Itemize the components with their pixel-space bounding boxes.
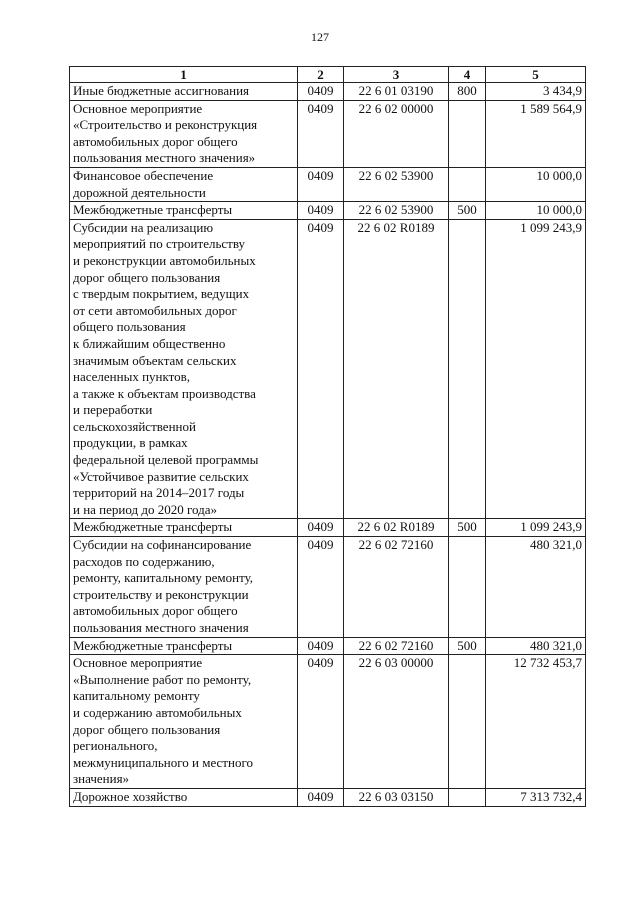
row-name-line: и содержанию автомобильных xyxy=(73,704,242,720)
row-name-line: мероприятий по строительству xyxy=(73,236,246,252)
row-name-line: строительству и реконструкции xyxy=(73,586,249,602)
row-type-cell: 800 xyxy=(449,83,486,101)
row-name-line: общего пользования xyxy=(73,319,186,335)
row-type-cell: 500 xyxy=(449,202,486,220)
row-name-line: Межбюджетные трансферты xyxy=(73,519,233,535)
row-type-cell xyxy=(449,167,486,201)
row-name-line: к ближайшим общественно xyxy=(73,335,226,351)
row-name-line: Основное мероприятие xyxy=(73,655,203,671)
row-name-cell xyxy=(70,637,298,655)
row-name-line: Основное мероприятие xyxy=(73,100,203,116)
row-name-line: ремонту, капитальному ремонту, xyxy=(73,570,254,586)
row-type-cell xyxy=(449,788,486,806)
row-name-cell xyxy=(70,219,298,519)
row-sum-cell: 10 000,0 xyxy=(486,202,586,220)
row-section-cell: 0409 xyxy=(298,519,344,537)
header-col-1: 1 xyxy=(70,67,298,83)
row-target-cell: 22 6 02 R0189 xyxy=(344,519,449,537)
row-name-line: от сети автомобильных дорог xyxy=(73,302,237,318)
row-type-cell xyxy=(449,100,486,167)
row-name-line: значимым объектам сельских xyxy=(73,352,237,368)
row-name-line: регионального, xyxy=(73,738,158,754)
row-name-line: «Устойчивое развитие сельских xyxy=(73,468,249,484)
row-name-line: и реконструкции автомобильных xyxy=(73,252,256,268)
row-name-line: расходов по содержанию, xyxy=(73,553,215,569)
table-row xyxy=(70,655,586,789)
row-name-line: значения» xyxy=(73,771,130,787)
header-col-2: 2 xyxy=(298,67,344,83)
row-sum-cell: 480 321,0 xyxy=(486,637,586,655)
budget-table xyxy=(69,66,586,807)
row-target-cell: 22 6 02 72160 xyxy=(344,637,449,655)
table-body xyxy=(70,83,586,807)
row-target-cell: 22 6 02 53900 xyxy=(344,202,449,220)
row-name-cell xyxy=(70,655,298,789)
table-row xyxy=(70,788,586,806)
row-target-cell: 22 6 02 72160 xyxy=(344,537,449,638)
row-sum-cell: 1 099 243,9 xyxy=(486,519,586,537)
row-target-cell: 22 6 01 03190 xyxy=(344,83,449,101)
row-name-cell xyxy=(70,788,298,806)
row-name-line: «Строительство и реконструкция xyxy=(73,117,258,133)
row-name-line: федеральной целевой программы xyxy=(73,452,259,468)
row-sum-cell: 7 313 732,4 xyxy=(486,788,586,806)
row-type-cell xyxy=(449,537,486,638)
row-name-line: и на период до 2020 года» xyxy=(73,501,217,517)
row-type-cell: 500 xyxy=(449,519,486,537)
row-name-line: Межбюджетные трансферты xyxy=(73,637,233,653)
table-row xyxy=(70,537,586,638)
row-name-line: территорий на 2014–2017 годы xyxy=(73,485,245,501)
row-sum-cell: 10 000,0 xyxy=(486,167,586,201)
table-row xyxy=(70,100,586,167)
row-name-line: Дорожное хозяйство xyxy=(73,788,188,804)
row-name-cell xyxy=(70,202,298,220)
row-section-cell: 0409 xyxy=(298,219,344,519)
table-row xyxy=(70,519,586,537)
row-type-cell xyxy=(449,655,486,789)
row-name-cell xyxy=(70,519,298,537)
page-number: 127 xyxy=(311,30,329,44)
table-row xyxy=(70,219,586,519)
row-name-line: продукции, в рамках xyxy=(73,435,188,451)
row-sum-cell: 1 099 243,9 xyxy=(486,219,586,519)
row-name-line: автомобильных дорог общего xyxy=(73,133,238,149)
row-name-line: дорожной деятельности xyxy=(73,184,206,200)
row-name-line: «Выполнение работ по ремонту, xyxy=(73,671,252,687)
row-section-cell: 0409 xyxy=(298,83,344,101)
table-header-row xyxy=(70,67,586,83)
row-section-cell: 0409 xyxy=(298,100,344,167)
row-section-cell: 0409 xyxy=(298,788,344,806)
row-section-cell: 0409 xyxy=(298,637,344,655)
row-sum-cell: 480 321,0 xyxy=(486,537,586,638)
row-name-cell xyxy=(70,537,298,638)
row-name-cell xyxy=(70,100,298,167)
header-col-5: 5 xyxy=(486,67,586,83)
row-section-cell: 0409 xyxy=(298,167,344,201)
row-target-cell: 22 6 02 R0189 xyxy=(344,219,449,519)
row-name-line: с твердым покрытием, ведущих xyxy=(73,286,250,302)
row-name-line: населенных пунктов, xyxy=(73,369,191,385)
table-row xyxy=(70,637,586,655)
row-type-cell xyxy=(449,219,486,519)
row-name-cell xyxy=(70,83,298,101)
row-sum-cell: 3 434,9 xyxy=(486,83,586,101)
row-type-cell: 500 xyxy=(449,637,486,655)
row-section-cell: 0409 xyxy=(298,537,344,638)
row-name-line: Финансовое обеспечение xyxy=(73,167,214,183)
row-target-cell: 22 6 03 03150 xyxy=(344,788,449,806)
row-target-cell: 22 6 03 00000 xyxy=(344,655,449,789)
table-row xyxy=(70,83,586,101)
row-name-cell xyxy=(70,167,298,201)
row-target-cell: 22 6 02 53900 xyxy=(344,167,449,201)
row-name-line: и переработки xyxy=(73,402,153,418)
row-name-line: пользования местного значения» xyxy=(73,150,256,166)
row-target-cell: 22 6 02 00000 xyxy=(344,100,449,167)
row-section-cell: 0409 xyxy=(298,655,344,789)
row-name-line: автомобильных дорог общего xyxy=(73,603,238,619)
row-name-line: сельскохозяйственной xyxy=(73,418,196,434)
row-sum-cell: 1 589 564,9 xyxy=(486,100,586,167)
row-name-line: Иные бюджетные ассигнования xyxy=(73,83,250,98)
row-name-line: Субсидии на реализацию xyxy=(73,219,214,235)
row-name-line: капитальному ремонту xyxy=(73,688,200,704)
table-row xyxy=(70,202,586,220)
row-name-line: а также к объектам производства xyxy=(73,385,256,401)
header-col-3: 3 xyxy=(344,67,449,83)
row-name-line: Межбюджетные трансферты xyxy=(73,202,233,218)
header-col-4: 4 xyxy=(449,67,486,83)
table-row xyxy=(70,167,586,201)
row-section-cell: 0409 xyxy=(298,202,344,220)
row-name-line: дорог общего пользования xyxy=(73,269,221,285)
row-name-line: пользования местного значения xyxy=(73,620,249,635)
row-sum-cell: 12 732 453,7 xyxy=(486,655,586,789)
row-name-line: Субсидии на софинансирование xyxy=(73,537,252,553)
row-name-line: дорог общего пользования xyxy=(73,721,221,737)
row-name-line: межмуниципального и местного xyxy=(73,754,253,770)
